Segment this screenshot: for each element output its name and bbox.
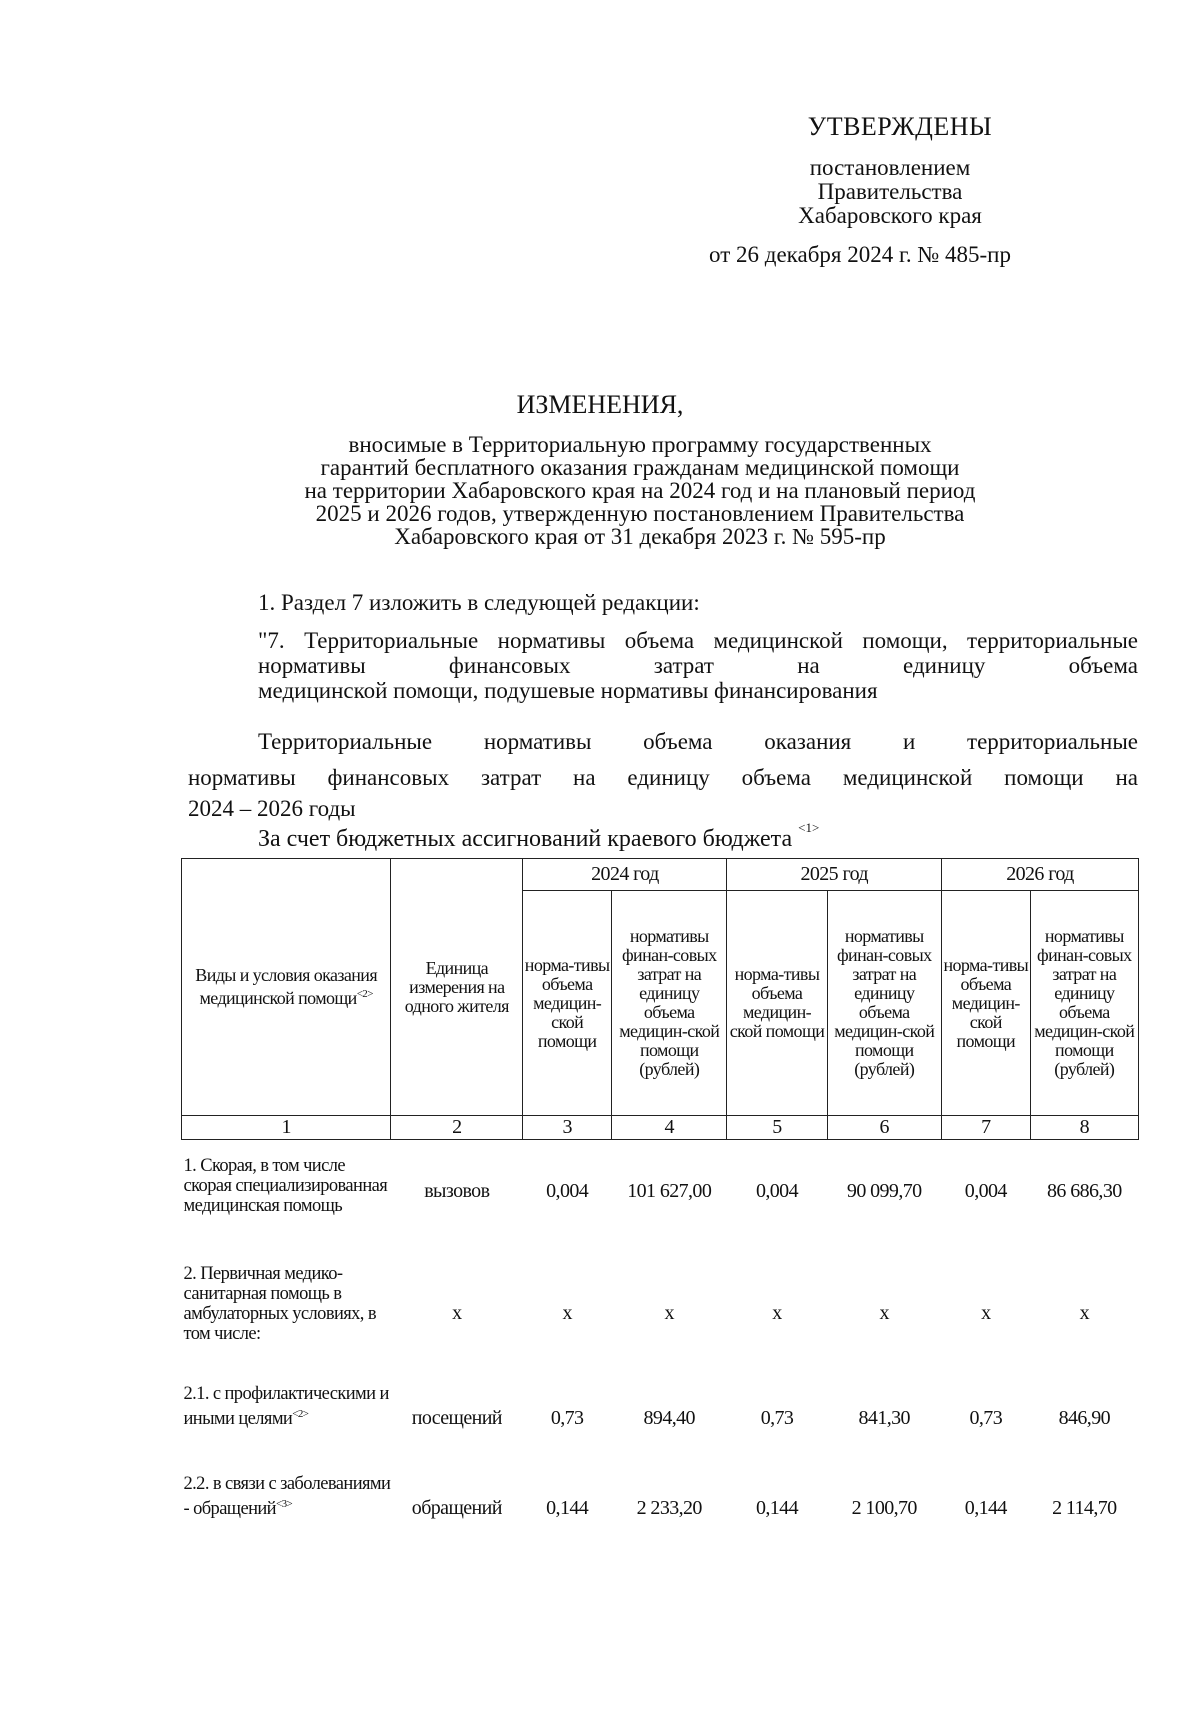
- row-cost-2025: 841,30: [858, 1407, 910, 1429]
- paragraph-1: 1. Раздел 7 изложить в следующей редакции:: [258, 590, 700, 615]
- paragraph-2-end: медицинской помощи, подушевые нормативы финансирования: [258, 678, 878, 703]
- changes-subtitle-line: 2025 и 2026 годов, утвержденную постановлением Правительства: [315, 501, 965, 526]
- row-volume-2024: 0,73: [550, 1407, 584, 1429]
- table-row: [182, 1264, 1139, 1384]
- row-unit: обращений: [411, 1497, 502, 1519]
- row-cost-2024: 2 233,20: [636, 1497, 702, 1519]
- row-cost-2025: 90 099,70: [846, 1180, 922, 1203]
- row-cost-2024: х: [664, 1302, 674, 1324]
- header-year-2025: 2025 год: [727, 859, 941, 891]
- paragraph-3-line-2: нормативы финансовых затрат на единицу объема медицинской помощи на: [188, 765, 1138, 790]
- changes-subtitle-line: Хабаровского края от 31 декабря 2023 г. № 595-пр: [394, 524, 886, 549]
- row-kind: 1. Скорая, в том числе скорая специализированная медицинская помощь: [183, 1156, 388, 1216]
- header-volume-2025: норма-тивы объема медицин-ской помощи: [727, 891, 827, 1116]
- row-kind-text: 2.2. в связи с заболеваниями - обращений: [183, 1473, 391, 1519]
- changes-title: ИЗМЕНЕНИЯ,: [516, 390, 684, 419]
- row-cost-2024: 894,40: [643, 1407, 695, 1429]
- row-kind-footnote: <3>: [275, 1497, 293, 1510]
- row-volume-2024: 0,144: [546, 1497, 589, 1519]
- table-row: [182, 1474, 1139, 1564]
- header-volume-2024: норма-тивы объема медицин-ской помощи: [523, 891, 612, 1116]
- column-number: 1: [182, 1116, 391, 1140]
- header-cost-2025: нормативы финан-совых затрат на единицу объема медицин-ской помощи (рублей): [827, 891, 941, 1116]
- column-number: 7: [941, 1116, 1030, 1140]
- row-kind-footnote: <2>: [292, 1407, 309, 1420]
- column-number: 5: [727, 1116, 827, 1140]
- column-number: 6: [827, 1116, 941, 1140]
- row-cost-2026: 86 686,30: [1047, 1180, 1122, 1203]
- paragraph-2: "7. Территориальные нормативы объема медицинской помощи, территориальные нормативы финансовых затрат на единицу объема: [258, 628, 1138, 678]
- row-cost-2024: 101 627,00: [627, 1180, 712, 1203]
- header-kind: [182, 859, 391, 1116]
- row-volume-2025: 0,73: [760, 1407, 794, 1429]
- changes-subtitle-line: гарантий бесплатного оказания гражданам медицинской помощи: [320, 455, 960, 480]
- header-kind-footnote: <2>: [356, 988, 373, 1000]
- row-cost-2025: 2 100,70: [851, 1497, 917, 1519]
- row-volume-2025: 0,004: [755, 1180, 798, 1203]
- footnote-ref: <1>: [798, 820, 820, 835]
- row-volume-2025: 0,144: [755, 1497, 798, 1519]
- header-year-2024: 2024 год: [523, 859, 727, 891]
- approval-line-3: Хабаровского края: [798, 203, 982, 228]
- row-volume-2026: 0,144: [964, 1497, 1007, 1519]
- budget-heading-text: За счет бюджетных ассигнований краевого бюджета: [258, 826, 793, 852]
- row-volume-2024: 0,004: [546, 1180, 589, 1203]
- changes-subtitle-line: вносимые в Территориальную программу государственных: [348, 432, 932, 457]
- header-volume-2026: норма-тивы объема медицин-ской помощи: [941, 891, 1030, 1116]
- row-kind: [182, 1474, 391, 1564]
- column-number: 2: [391, 1116, 523, 1140]
- approval-title: УТВЕРЖДЕНЫ: [807, 112, 993, 141]
- column-number: 8: [1030, 1116, 1138, 1140]
- changes-subtitle-line: на территории Хабаровского края на 2024 год и на плановый период: [304, 478, 976, 503]
- approval-decree: от 26 декабря 2024 г. № 485-пр: [709, 242, 1011, 267]
- row-cost-2025: х: [879, 1302, 889, 1324]
- row-volume-2026: 0,004: [964, 1180, 1007, 1203]
- row-volume-2026: 0,73: [969, 1407, 1003, 1429]
- changes-subtitle: [200, 433, 1080, 548]
- table-row: [182, 1140, 1139, 1264]
- column-number: 4: [611, 1116, 727, 1140]
- paragraph-3-line-3: 2024 – 2026 годы: [188, 796, 356, 821]
- row-unit: посещений: [411, 1407, 502, 1429]
- approval-line-2: Правительства: [817, 179, 963, 204]
- header-unit: Единица измерения на одного жителя: [391, 859, 523, 1116]
- header-cost-2026: нормативы финан-совых затрат на единицу объема медицин-ской помощи (рублей): [1030, 891, 1138, 1116]
- row-unit: х: [452, 1302, 462, 1324]
- row-kind-text: 2.1. с профилактическими и иными целями: [183, 1383, 389, 1429]
- row-volume-2025: х: [772, 1302, 782, 1324]
- norms-table: [181, 858, 1139, 1564]
- row-volume-2026: х: [981, 1302, 991, 1324]
- row-kind: 2. Первичная медико-санитарная помощь в амбулаторных условиях, в том числе:: [183, 1263, 376, 1344]
- paragraph-3: Территориальные нормативы объема оказания и территориальные: [258, 729, 1138, 754]
- header-cost-2024: нормативы финан-совых затрат на единицу объема медицин-ской помощи (рублей): [611, 891, 727, 1116]
- row-kind: [182, 1384, 391, 1474]
- row-cost-2026: 846,90: [1058, 1407, 1111, 1429]
- header-kind-text: Виды и условия оказания медицинской помощи: [195, 965, 378, 1008]
- row-volume-2024: х: [562, 1302, 572, 1324]
- table-row: [182, 1384, 1139, 1474]
- row-cost-2026: х: [1079, 1302, 1090, 1324]
- column-number: 3: [523, 1116, 612, 1140]
- row-cost-2026: 2 114,70: [1052, 1497, 1117, 1519]
- budget-heading: [258, 820, 819, 853]
- approval-block: [709, 112, 1040, 268]
- header-year-2026: 2026 год: [941, 859, 1138, 891]
- approval-line-1: постановлением: [809, 155, 971, 180]
- row-unit: вызовов: [424, 1180, 490, 1203]
